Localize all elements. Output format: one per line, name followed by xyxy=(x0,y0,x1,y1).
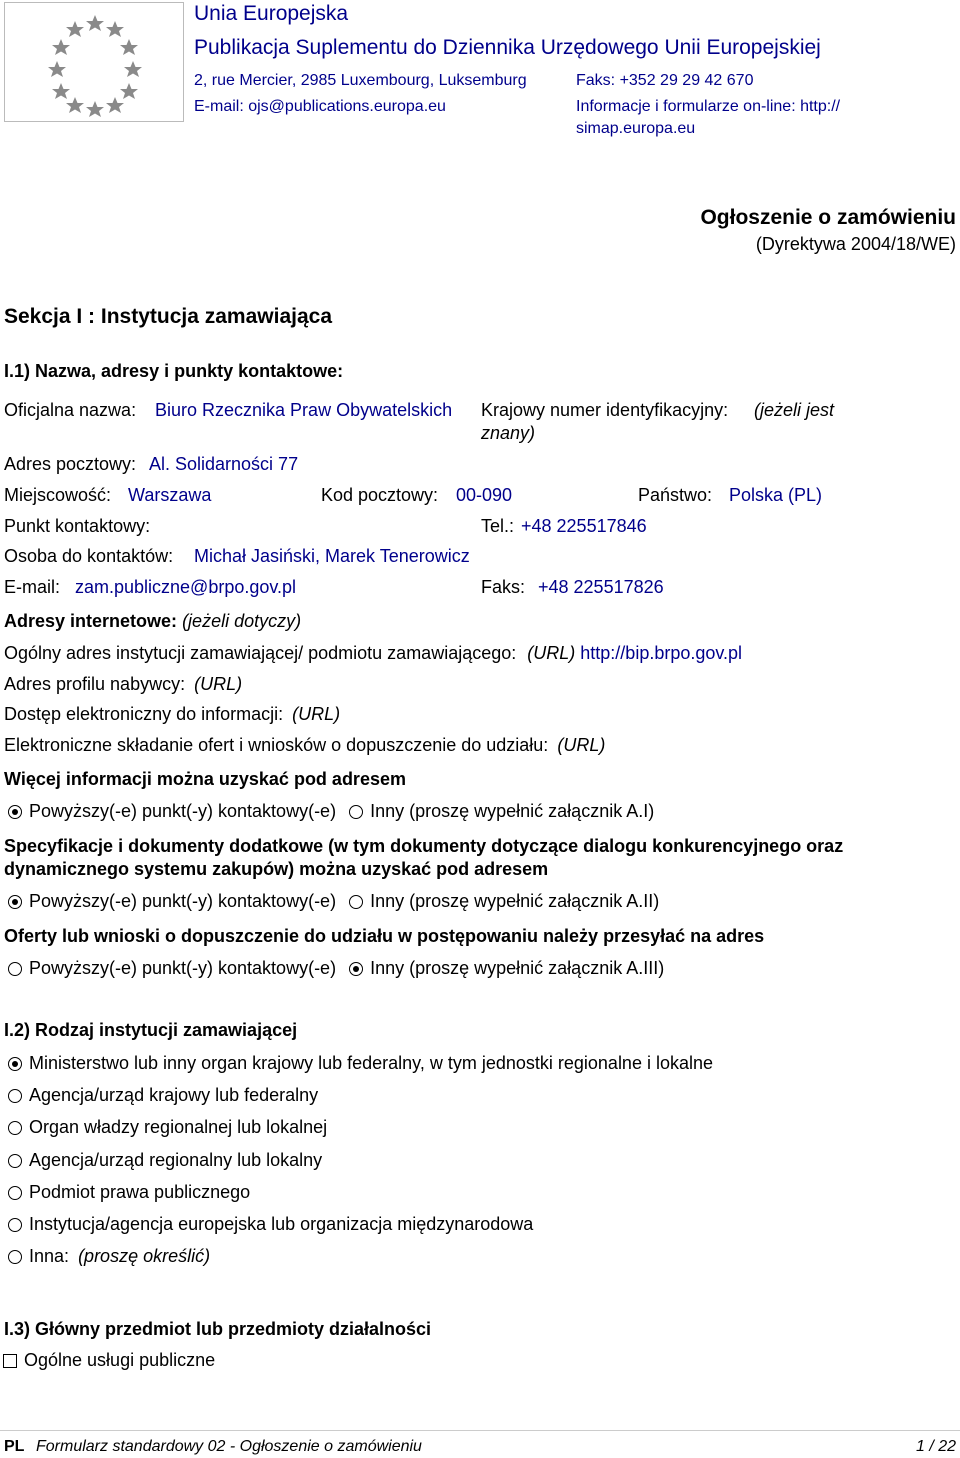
postal-address-value: Al. Solidarności 77 xyxy=(149,454,299,474)
radio-authority-public-law-body[interactable] xyxy=(8,1186,22,1200)
radio-specs-other[interactable] xyxy=(349,895,363,909)
eu-logo xyxy=(4,2,184,122)
official-name-value: Biuro Rzecznika Praw Obywatelskich xyxy=(155,400,453,420)
authority-other-label: Inna: xyxy=(29,1246,70,1266)
authority-option: Ministerstwo lub inny organ krajowy lub federalny, w tym jednostki regionalne i lokalne xyxy=(29,1053,713,1073)
radio-specs-contact-point[interactable] xyxy=(8,895,22,909)
radio-authority-european-institution[interactable] xyxy=(8,1218,22,1232)
phone-label: Tel.: xyxy=(481,516,515,536)
footer-divider xyxy=(0,1430,960,1431)
electronic-submission-note: (URL) xyxy=(557,735,606,755)
footer-form-name: Formularz standardowy 02 - Ogłoszenie o zamówieniu xyxy=(36,1438,422,1455)
radio-authority-regional-authority[interactable] xyxy=(8,1121,22,1135)
authority-option: Podmiot prawa publicznego xyxy=(29,1182,251,1202)
header-org: Unia Europejska xyxy=(194,2,349,25)
footer-lang: PL xyxy=(4,1438,25,1455)
city-value: Warszawa xyxy=(128,485,212,505)
authority-option: Organ władzy regionalnej lub lokalnej xyxy=(29,1117,328,1137)
footer-page-number: 1 / 22 xyxy=(915,1438,956,1455)
radio-authority-ministry[interactable] xyxy=(8,1057,22,1071)
authority-option: Instytucja/agencja europejska lub organizacja międzynarodowa xyxy=(29,1214,534,1234)
internet-addresses-label: Adresy internetowe: xyxy=(4,611,178,631)
specs-option-contact: Powyższy(-e) punkt(-y) kontaktowy(-e) xyxy=(29,891,337,911)
header-info-line2[interactable]: simap.europa.eu xyxy=(576,120,696,137)
subsection-1-1-title: I.1) Nazwa, adresy i punkty kontaktowe: xyxy=(4,361,344,381)
radio-more-info-contact-point[interactable] xyxy=(8,805,22,819)
contact-person-label: Osoba do kontaktów: xyxy=(4,546,174,566)
country-value: Polska (PL) xyxy=(729,485,823,505)
national-id-label: Krajowy numer identyfikacyjny: xyxy=(481,400,729,420)
country-label: Państwo: xyxy=(638,485,713,505)
contact-point-label: Punkt kontaktowy: xyxy=(4,516,151,536)
general-url-note: (URL) xyxy=(527,643,576,663)
phone-value: +48 225517846 xyxy=(521,516,647,536)
subsection-1-3-title: I.3) Główny przedmiot lub przedmioty działalności xyxy=(4,1319,432,1339)
electronic-submission-label: Elektroniczne składanie ofert i wniosków o dopuszczenie do udziału: xyxy=(4,735,549,755)
offers-title: Oferty lub wnioski o dopuszczenie do udziału w postępowaniu należy przesyłać na adres xyxy=(4,926,765,946)
more-info-option-other: Inny (proszę wypełnić załącznik A.I) xyxy=(370,801,655,821)
postal-address-label: Adres pocztowy: xyxy=(4,454,137,474)
header-info-line1[interactable]: Informacje i formularze on-line: http:// xyxy=(576,98,841,115)
radio-authority-other[interactable] xyxy=(8,1250,22,1264)
activity-option: Ogólne usługi publiczne xyxy=(24,1350,216,1370)
eu-stars-icon xyxy=(5,3,183,121)
doc-title: Ogłoszenie o zamówieniu xyxy=(700,206,956,229)
section-title: Sekcja I : Instytucja zamawiająca xyxy=(4,305,333,328)
postcode-value: 00-090 xyxy=(456,485,513,505)
email-value[interactable]: zam.publiczne@brpo.gov.pl xyxy=(75,577,297,597)
authority-other-note: (proszę określić) xyxy=(78,1246,211,1266)
checkbox-general-public-services[interactable] xyxy=(3,1354,17,1368)
header-publication: Publikacja Suplementu do Dziennika Urzędowego Unii Europejskiej xyxy=(194,36,821,59)
more-info-option-contact: Powyższy(-e) punkt(-y) kontaktowy(-e) xyxy=(29,801,337,821)
subsection-1-2-title: I.2) Rodzaj instytucji zamawiającej xyxy=(4,1020,298,1040)
postcode-label: Kod pocztowy: xyxy=(321,485,439,505)
contact-person-value: Michał Jasiński, Marek Tenerowicz xyxy=(194,546,470,566)
buyer-profile-note: (URL) xyxy=(194,674,243,694)
authority-option: Agencja/urząd regionalny lub lokalny xyxy=(29,1150,323,1170)
specs-title: Specyfikacje i dokumenty dodatkowe (w tym dokumenty dotyczące dialogu konkurencyjnego oraz xyxy=(4,836,844,856)
radio-offers-contact-point[interactable] xyxy=(8,962,22,976)
national-id-note: (jeżeli jest xyxy=(754,400,835,420)
header-address: 2, rue Mercier, 2985 Luxembourg, Luksemburg xyxy=(194,72,527,89)
authority-option: Agencja/urząd krajowy lub federalny xyxy=(29,1085,319,1105)
internet-addresses-note: (jeżeli dotyczy) xyxy=(182,611,302,631)
header-fax: Faks: +352 29 29 42 670 xyxy=(576,72,754,89)
radio-authority-regional-agency[interactable] xyxy=(8,1154,22,1168)
fax-label: Faks: xyxy=(481,577,526,597)
email-label: E-mail: xyxy=(4,577,61,597)
buyer-profile-label: Adres profilu nabywcy: xyxy=(4,674,186,694)
offers-option-contact: Powyższy(-e) punkt(-y) kontaktowy(-e) xyxy=(29,958,337,978)
specs-option-other: Inny (proszę wypełnić załącznik A.II) xyxy=(370,891,660,911)
radio-offers-other[interactable] xyxy=(349,962,363,976)
national-id-note-cont: znany) xyxy=(481,423,536,443)
header-email[interactable]: E-mail: ojs@publications.europa.eu xyxy=(194,98,446,115)
more-info-title: Więcej informacji można uzyskać pod adresem xyxy=(4,769,406,789)
electronic-access-note: (URL) xyxy=(292,704,341,724)
radio-more-info-other[interactable] xyxy=(349,805,363,819)
radio-authority-national-agency[interactable] xyxy=(8,1089,22,1103)
offers-option-other: Inny (proszę wypełnić załącznik A.III) xyxy=(370,958,665,978)
doc-directive: (Dyrektywa 2004/18/WE) xyxy=(755,234,956,254)
specs-title-cont: dynamicznego systemu zakupów) można uzyskać pod adresem xyxy=(4,859,549,879)
general-url-label: Ogólny adres instytucji zamawiającej/ podmiotu zamawiającego: xyxy=(4,643,517,663)
electronic-access-label: Dostęp elektroniczny do informacji: xyxy=(4,704,284,724)
official-name-label: Oficjalna nazwa: xyxy=(4,400,137,420)
fax-value: +48 225517826 xyxy=(538,577,664,597)
general-url-link[interactable]: http://bip.brpo.gov.pl xyxy=(580,643,743,663)
city-label: Miejscowość: xyxy=(4,485,112,505)
